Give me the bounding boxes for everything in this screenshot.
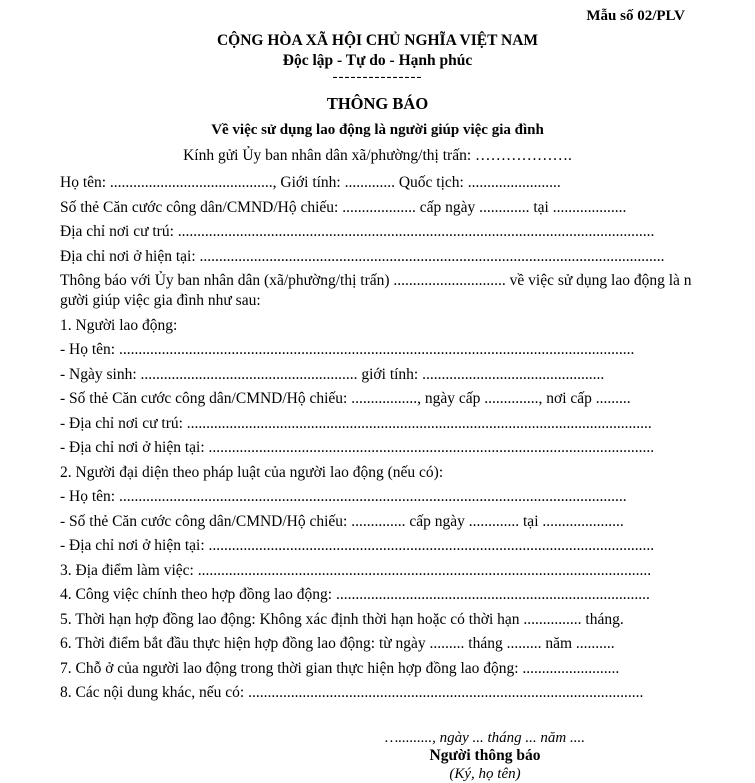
section-3-dia-diem: 3. Địa điểm làm việc: ..................................................................................................................... — [60, 561, 652, 579]
section-6-thoi-diem: 6. Thời điểm bắt đầu thực hiện hợp đồng lao động: từ ngày ......... tháng ......... năm .......... — [60, 635, 615, 652]
form-line-1-ngay-sinh: - Ngày sinh: ........................................................ giới tính: ............................................... — [60, 365, 605, 383]
form-line-1-dia-chi-cu-tru: - Địa chỉ nơi cư trú: ........................................................................................................................ — [60, 414, 652, 432]
signature-sign-note: (Ký, họ tên) — [449, 766, 521, 782]
form-line-ho-ten: Họ tên: .........................................., Giới tính: ............. Quốc tịch: ........................ — [60, 174, 561, 191]
form-line-1-ho-ten: - Họ tên: ..................................................................................................................................... — [60, 341, 635, 358]
section-1-heading: 1. Người lao động: — [60, 316, 178, 334]
signature-date-line: …........., ngày ... tháng ... năm .... — [385, 730, 585, 746]
section-5-thoi-han: 5. Thời hạn hợp đồng lao động: Không xác định thời hạn hoặc có thời hạn ............... tháng. — [60, 610, 624, 628]
document-subtitle: Về việc sử dụng lao động là người giúp việc gia đình — [211, 122, 544, 138]
document-title: THÔNG BÁO — [326, 94, 429, 113]
form-line-2-so-the: - Số thẻ Căn cước công dân/CMND/Hộ chiếu: .............. cấp ngày ............. tại ..................... — [60, 512, 624, 530]
header-divider: --------------- — [332, 69, 423, 85]
form-code: Mẫu số 02/PLV — [586, 8, 685, 24]
form-line-1-dia-chi-hien-tai: - Địa chỉ nơi ở hiện tại: ................................................................................................................... — [60, 439, 655, 456]
form-line-dia-chi-hien-tai: Địa chỉ nơi ở hiện tại: ........................................................................................................................ — [60, 247, 665, 265]
section-4-cong-viec: 4. Công việc chính theo hợp đồng lao động: ................................................................................. — [60, 586, 650, 603]
form-line-dia-chi-cu-tru: Địa chỉ nơi cư trú: ........................................................................................................................... — [60, 223, 655, 240]
section-2-heading: 2. Người đại diện theo pháp luật của người lao động (nếu có): — [60, 463, 444, 481]
signature-block — [290, 729, 680, 783]
national-header-motto: Độc lập - Tự do - Hạnh phúc — [282, 52, 473, 69]
section-7-cho-o: 7. Chỗ ở của người lao động trong thời gian thực hiện hợp đồng lao động: ......................... — [60, 659, 620, 677]
national-header-country: CỘNG HÒA XÃ HỘI CHỦ NGHĨA VIỆT NAM — [216, 32, 539, 49]
form-line-so-the: Số thẻ Căn cước công dân/CMND/Hộ chiếu: ................... cấp ngày ............. tại ................... — [60, 198, 627, 216]
form-line-1-so-the: - Số thẻ Căn cước công dân/CMND/Hộ chiếu: ................., ngày cấp .............., nơi cấp ......... — [60, 390, 631, 407]
signature-signer-title: Người thông báo — [429, 747, 541, 764]
form-line-thong-bao-voi: Thông báo với Ủy ban nhân dân (xã/phường/thị trấn) ............................. về việc sử dụng lao động là người giúp việc gia đình như sau: — [60, 272, 692, 309]
form-line-2-dia-chi-hien-tai: - Địa chỉ nơi ở hiện tại: ................................................................................................................... — [60, 537, 655, 554]
section-8-noi-dung-khac: 8. Các nội dung khác, nếu có: ...................................................................................................... — [60, 684, 644, 701]
form-line-2-ho-ten: - Họ tên: ................................................................................................................................... — [60, 488, 627, 505]
salutation-line: Kính gửi Ủy ban nhân dân xã/phường/thị trấn: ………………. — [183, 147, 572, 164]
form-body — [60, 173, 695, 703]
